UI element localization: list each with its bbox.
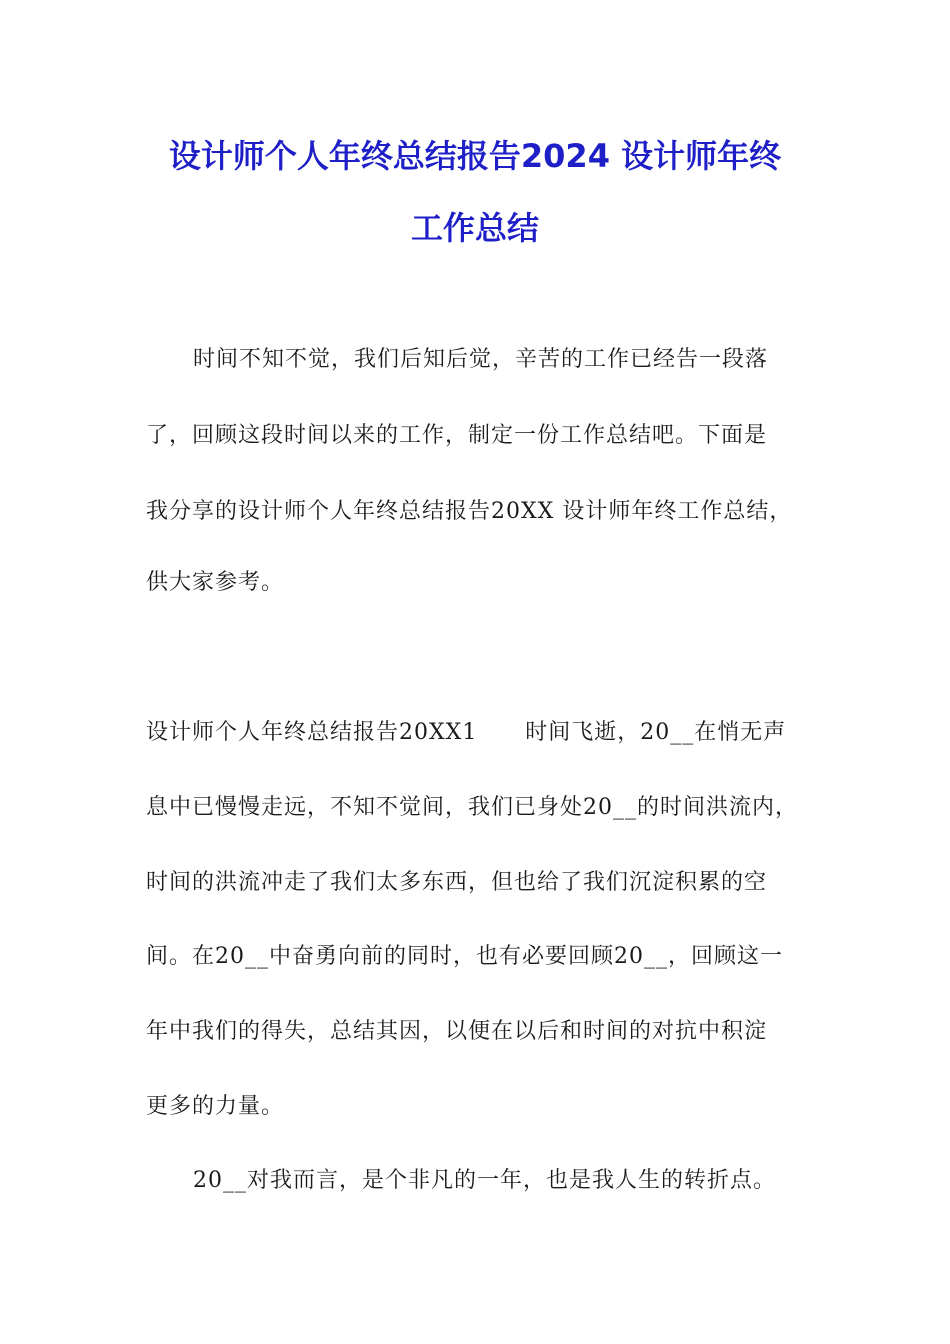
section-line-4: 间。在20__中奋勇向前的同时，也有必要回顾20__，回顾这一	[146, 944, 783, 969]
document-title	[120, 120, 830, 264]
intro-line-1: 时间不知不觉，我们后知后觉，辛苦的工作已经告一段落	[193, 347, 769, 372]
title-line-1: 设计师个人年终总结报告2024 设计师年终	[168, 137, 782, 175]
intro-line-2: 了，回顾这段时间以来的工作，制定一份工作总结吧。下面是	[146, 423, 768, 448]
section-line-1: 设计师个人年终总结报告20XX1 时间飞逝，20__在悄无声	[146, 720, 787, 745]
paragraph-line: 20__对我而言，是个非凡的一年，也是我人生的转折点。	[193, 1168, 776, 1193]
section-line-2: 息中已慢慢走远，不知不觉间，我们已身处20__的时间洪流内，	[146, 795, 798, 820]
section-line-6: 更多的力量。	[146, 1094, 285, 1119]
intro-line-4: 供大家参考。	[146, 570, 285, 595]
section-line-3: 时间的洪流冲走了我们太多东西，但也给了我们沉淀积累的空	[146, 870, 768, 895]
title-line-2: 工作总结	[410, 209, 539, 247]
intro-line-3: 我分享的设计师个人年终总结报告20XX 设计师年终工作总结，	[146, 499, 793, 524]
section-line-5: 年中我们的得失，总结其因，以便在以后和时间的对抗中积淀	[146, 1019, 768, 1044]
